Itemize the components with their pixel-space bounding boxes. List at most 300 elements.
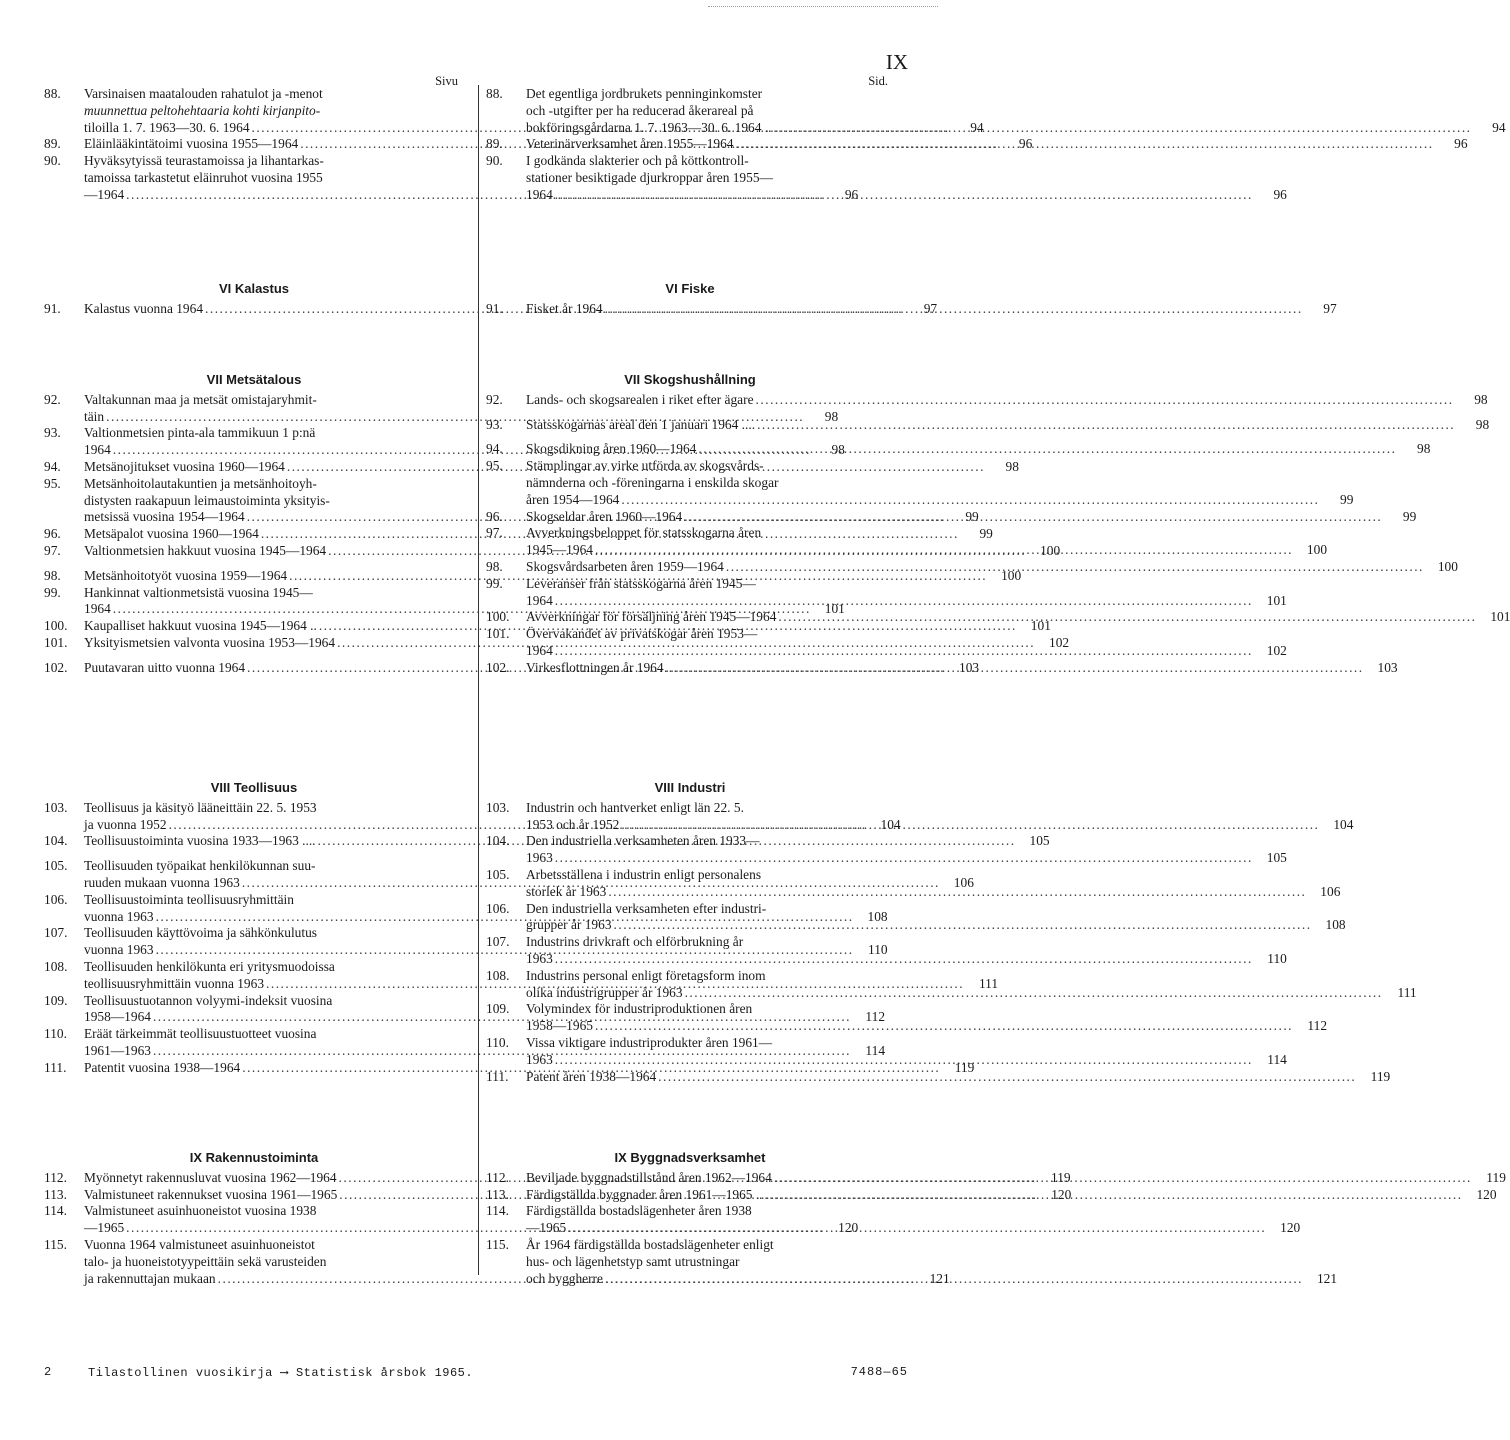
- entry-page-number: 121: [929, 1270, 950, 1286]
- entry-title: [526, 833, 1287, 867]
- entry-title: [526, 301, 1337, 318]
- entry-text: och byggherre: [526, 1270, 603, 1286]
- leader-dots: [568, 1220, 1266, 1237]
- entry-number: 93.: [44, 425, 61, 441]
- entry-page-number: 104: [880, 816, 901, 832]
- entry-text: Metsänhoitotyöt vuosina 1959—1964: [84, 567, 288, 583]
- entry-page-number: 112: [1307, 1018, 1328, 1034]
- entry-page-number: 102: [1266, 642, 1287, 658]
- entry-number: 88.: [486, 86, 503, 101]
- toc-entry: [486, 799, 1354, 834]
- entry-title: [526, 1035, 1287, 1069]
- entry-page-number: 97: [1323, 300, 1337, 316]
- entry-number: 88.: [44, 86, 61, 101]
- toc-entry: [486, 416, 1490, 434]
- toc-entry: [486, 153, 1287, 203]
- entry-text: 1953 och år 1952: [526, 816, 620, 832]
- column-divider: [478, 85, 479, 1275]
- toc-entry: [486, 626, 1287, 660]
- entry-text: nämnderna och -föreningarna i enskilda skogar: [526, 474, 779, 490]
- entry-number: 92.: [486, 391, 503, 407]
- entry-number: 96.: [486, 508, 503, 524]
- entry-text: Teollisuuden työpaikat henkilökunnan suu-: [84, 858, 316, 874]
- entry-page-number: 108: [1325, 917, 1346, 933]
- section-skogshushallning: [486, 372, 1510, 677]
- entry-page-number: 108: [867, 908, 888, 924]
- toc-entry: [486, 1203, 1301, 1237]
- entry-text: Hyväksytyissä teurastamoissa ja lihantarkas-: [84, 153, 324, 169]
- leader-dots: [555, 593, 1253, 610]
- entry-text: Den industriella verksamheten åren 1933—: [526, 833, 760, 849]
- entry-number: 89.: [44, 136, 61, 152]
- entry-title: [526, 441, 1430, 458]
- entry-text: 1961—1963: [84, 1042, 151, 1058]
- toc-entry: [486, 558, 1458, 576]
- entry-number: 105.: [44, 858, 68, 874]
- entry-text: Kaupalliset hakkuut vuosina 1945—1964 ..: [84, 618, 317, 634]
- entry-text: 1964: [526, 642, 553, 658]
- entry-page-number: 100: [1001, 567, 1022, 583]
- entry-page-number: 94: [1492, 119, 1506, 135]
- entry-number: 95.: [44, 475, 61, 491]
- entry-number: 112.: [44, 1169, 67, 1185]
- entry-number: 101.: [486, 626, 510, 642]
- entry-number: 113.: [486, 1186, 509, 1202]
- entry-text: Puutavaran uitto vuonna 1964: [84, 659, 246, 675]
- entry-page-number: 114: [865, 1042, 886, 1058]
- page-number: IX: [885, 50, 908, 74]
- section-heading: VII Skogshushållning: [624, 372, 756, 387]
- entry-number: 91.: [44, 300, 61, 316]
- entry-number: 107.: [486, 934, 510, 950]
- leader-dots: [608, 884, 1306, 901]
- entry-number: 103.: [44, 799, 68, 815]
- entry-page-number: 110: [868, 942, 888, 958]
- entry-page-number: 119: [1370, 1068, 1391, 1084]
- entry-number: 99.: [486, 575, 503, 591]
- entry-text: Leveranser från statsskogarna åren 1945—: [526, 575, 756, 591]
- entry-text: Metsäpalot vuosina 1960—1964: [84, 526, 259, 542]
- entry-text: 1958—1964: [84, 1009, 151, 1025]
- leader-dots: [555, 1052, 1253, 1069]
- entry-page-number: 106: [1320, 883, 1341, 899]
- toc-entry: [486, 1034, 1287, 1069]
- entry-title: [526, 509, 1416, 526]
- entry-text: Teollisuustoiminta teollisuusryhmittäin: [84, 891, 294, 907]
- entry-number: 99.: [44, 584, 61, 600]
- entry-title: [526, 458, 1353, 508]
- entry-number: 98.: [44, 567, 61, 583]
- leader-dots: [555, 643, 1253, 660]
- entry-text: Patentit vuosina 1938—1964: [84, 1059, 241, 1075]
- entry-number: 114.: [486, 1203, 509, 1219]
- entry-number: 95.: [486, 458, 503, 474]
- entry-text: olika industrigrupper år 1963: [526, 984, 683, 1000]
- entry-text: Teollisuuden käyttövoima ja sähkönkulutus: [84, 925, 317, 941]
- entry-page-number: 96: [844, 186, 859, 202]
- entry-text: Veterinärverksamhet åren 1955—1964: [526, 136, 734, 152]
- entry-number: 100.: [44, 618, 68, 634]
- entry-title: [526, 901, 1346, 935]
- section-heading: VII Metsätalous: [206, 372, 302, 387]
- entry-page-number: 105: [1029, 833, 1050, 849]
- entry-text: ja vuonna 1952: [84, 816, 167, 832]
- entry-number: 108.: [44, 958, 68, 974]
- entry-text: täin: [84, 408, 105, 424]
- entry-text: 1963: [526, 850, 553, 866]
- entry-title: [526, 576, 1287, 610]
- entry-text: Den industriella verksamheten efter industri-: [526, 900, 767, 916]
- entry-title: [526, 968, 1417, 1002]
- entry-text: Virkesflottningen år 1964: [526, 659, 664, 675]
- entry-text: teollisuusryhmittäin vuonna 1963: [84, 975, 265, 991]
- entry-page-number: 98: [1475, 416, 1490, 432]
- entry-number: 107.: [44, 925, 68, 941]
- entry-text: 1964: [84, 601, 111, 617]
- entry-text: Avverkningar för försäljning åren 1945—1964: [526, 609, 777, 625]
- entry-page-number: 98: [824, 408, 839, 424]
- entry-number: 104.: [44, 833, 68, 849]
- entry-text: I godkända slakterier och på köttkontroll-: [526, 153, 749, 169]
- entry-number: 114.: [44, 1203, 67, 1219]
- entry-text: 1963: [526, 1051, 553, 1067]
- entry-text: 1958—1965: [526, 1018, 593, 1034]
- entry-text: vuonna 1963: [84, 908, 154, 924]
- entry-title: [526, 525, 1327, 559]
- entry-page-number: 114: [1267, 1051, 1287, 1067]
- entry-text: Beviljade byggnadstillstånd åren 1962—1964: [526, 1169, 772, 1185]
- entry-page-number: 96: [1018, 136, 1033, 152]
- entry-page-number: 110: [1267, 950, 1287, 966]
- entry-text: Vissa viktigare industriprodukter åren 1961—: [526, 1034, 773, 1050]
- entry-page-number: 99: [1340, 491, 1354, 507]
- leader-dots: [614, 917, 1312, 934]
- entry-text: tamoissa tarkastetut eläinruhot vuosina 1955: [84, 169, 323, 185]
- entry-number: 101.: [44, 634, 68, 650]
- leader-dots: [757, 417, 1455, 434]
- entry-text: Teollisuuden henkilökunta eri yritysmuodoissa: [84, 958, 335, 974]
- leader-dots: [756, 392, 1454, 409]
- entry-page-number: 104: [1333, 816, 1354, 832]
- entry-page-number: 111: [1397, 984, 1417, 1000]
- entry-title: [526, 660, 1398, 677]
- entry-text: distysten raakapuun leimaustoiminta yksityis-: [84, 492, 330, 508]
- entry-page-number: 96: [1273, 186, 1287, 202]
- entry-number: 89.: [486, 136, 503, 152]
- entry-text: hus- och lägenhetstyp samt utrustningar: [526, 1253, 740, 1269]
- toc-entry: [486, 609, 1510, 626]
- entry-page-number: 100: [1437, 558, 1458, 574]
- entry-text: Hankinnat valtionmetsistä vuosina 1945—: [84, 584, 313, 600]
- toc-entry: [486, 441, 1431, 458]
- entry-text: grupper år 1963: [526, 917, 612, 933]
- entry-title: [526, 136, 1468, 153]
- entry-text: storlek år 1963: [526, 883, 607, 899]
- entry-text: ja rakennuttajan mukaan: [84, 1270, 216, 1286]
- footer-page-number: 2: [44, 1365, 52, 1379]
- entry-text: Kalastus vuonna 1964: [84, 300, 204, 316]
- entry-number: 115.: [486, 1236, 509, 1252]
- entry-text: stationer besiktigade djurkroppar åren 1955—: [526, 169, 773, 185]
- entry-number: 100.: [486, 609, 510, 625]
- entry-text: Stämplingar av virke utförda av skogsvårds-: [526, 458, 764, 474]
- entry-title: [526, 626, 1287, 660]
- leader-dots: [774, 1170, 1472, 1187]
- top-dotted-rule: [708, 6, 938, 7]
- entry-text: ruuden mukaan vuonna 1963: [84, 874, 240, 890]
- entry-number: 98.: [486, 558, 503, 574]
- entry-number: 113.: [44, 1186, 67, 1202]
- entry-text: Övervakandet av privatskogar åren 1953—: [526, 626, 758, 642]
- entry-text: Varsinaisen maatalouden rahatulot ja -menot: [84, 86, 323, 101]
- page-label-sivu: Sivu: [435, 74, 458, 88]
- leader-dots: [684, 509, 1382, 526]
- entry-text: Skogsdikning åren 1960—1964: [526, 441, 697, 457]
- entry-text: åren 1954—1964: [526, 491, 620, 507]
- leader-dots: [726, 559, 1424, 576]
- section-byggnadsverksamhet: [486, 1150, 1506, 1287]
- entry-title: [526, 559, 1458, 576]
- toc-entry: [486, 300, 1337, 318]
- entry-number: 110.: [44, 1026, 67, 1042]
- toc-entry: [486, 1169, 1506, 1187]
- entry-number: 105.: [486, 866, 510, 882]
- entry-page-number: 99: [979, 526, 993, 542]
- entry-text: Metsänojitukset vuosina 1960—1964: [84, 458, 285, 474]
- entry-text: Industrins personal enligt företagsform inom: [526, 967, 766, 983]
- section-agriculture-sv: [486, 74, 1506, 204]
- entry-title: [526, 934, 1287, 968]
- entry-title: [526, 417, 1489, 434]
- entry-text: Statsskogarnas areal den 1 januari 1964 ....: [526, 416, 756, 432]
- leader-dots: [778, 609, 1476, 626]
- entry-page-number: 101: [1490, 609, 1510, 625]
- entry-text: 1964: [84, 442, 111, 458]
- entry-page-number: 98: [1474, 391, 1488, 407]
- entry-number: 112.: [486, 1169, 509, 1185]
- toc-entry: [486, 86, 1506, 136]
- leader-dots: [773, 120, 1471, 137]
- entry-title: [526, 1001, 1327, 1035]
- entry-page-number: 99: [1402, 508, 1417, 524]
- toc-list: [486, 1169, 1506, 1288]
- toc-entry: [486, 391, 1488, 409]
- entry-page-number: 101: [824, 601, 845, 617]
- entry-number: 108.: [486, 967, 510, 983]
- entry-number: 109.: [44, 992, 68, 1008]
- toc-entry: [486, 900, 1346, 935]
- entry-text: Valmistuneet rakennukset vuosina 1961—1965: [84, 1186, 338, 1202]
- leader-dots: [658, 1069, 1356, 1086]
- footer-code: 7488—65: [850, 1365, 908, 1379]
- entry-text: Teollisuustoiminta vuosina 1933—1963 ....: [84, 833, 316, 849]
- toc-entry: [44, 542, 1061, 560]
- entry-text: bokföringsgårdarna 1. 7. 1963—30. 6. 1964 ..: [526, 119, 772, 135]
- entry-text: Eräät tärkeimmät teollisuustuotteet vuosina: [84, 1026, 317, 1042]
- section-heading: VIII Industri: [654, 780, 726, 795]
- entry-text: 1963: [526, 950, 553, 966]
- entry-title: [526, 1203, 1300, 1237]
- entry-text: Industrins drivkraft och elförbrukning år: [526, 934, 744, 950]
- entry-title: [526, 609, 1510, 626]
- entry-page-number: 97: [923, 300, 938, 316]
- entry-title: [526, 86, 1506, 136]
- leader-dots: [765, 1187, 1463, 1204]
- entry-title: [526, 800, 1353, 834]
- entry-number: 92.: [44, 391, 61, 407]
- entry-text: Metsänhoitolautakuntien ja metsänhoitoyh-: [84, 475, 317, 491]
- section-heading: VI Kalastus: [218, 281, 290, 296]
- leader-dots: [605, 301, 1303, 318]
- entry-text: År 1964 färdigställda bostadslägenheter enligt: [526, 1236, 774, 1252]
- entry-text: Färdigställda byggnader åren 1961—1965 ..: [526, 1186, 763, 1202]
- toc-entry: [486, 1001, 1328, 1035]
- entry-title: [526, 392, 1488, 409]
- entry-title: [526, 867, 1340, 901]
- section-industri: [486, 780, 1417, 1085]
- toc-entry: [486, 1236, 1338, 1287]
- toc-list: [486, 391, 1510, 677]
- entry-title: [526, 1170, 1506, 1187]
- entry-page-number: 102: [1049, 634, 1070, 650]
- leader-dots: [595, 1018, 1293, 1035]
- entry-page-number: 98: [1005, 458, 1019, 474]
- entry-page-number: 106: [953, 874, 974, 890]
- entry-text: Yksityismetsien valvonta vuosina 1953—1964: [84, 634, 336, 650]
- entry-page-number: 103: [1377, 659, 1398, 675]
- entry-text: Teollisuustuotannon volyymi-indeksit vuosina: [84, 992, 333, 1008]
- entry-text: Myönnetyt rakennusluvat vuosina 1962—1964: [84, 1169, 337, 1185]
- entry-text: 1964: [526, 592, 553, 608]
- toc-list: [486, 300, 1337, 318]
- entry-text: Färdigställda bostadslägenheter åren 1938: [526, 1203, 752, 1219]
- page-label-sid: Sid.: [868, 74, 888, 88]
- entry-text: Industrin och hantverket enligt län 22. 5.: [526, 799, 744, 815]
- entry-text: Eläinlääkintätoimi vuosina 1955—1964: [84, 136, 299, 152]
- leader-dots: [595, 542, 1293, 559]
- toc-list: [486, 86, 1506, 204]
- entry-number: 111.: [486, 1068, 509, 1084]
- entry-page-number: 120: [1476, 1186, 1497, 1202]
- entry-text: Valtionmetsien pinta-ala tammikuun 1 p:nä: [84, 425, 316, 441]
- footer-title: Tilastollinen vuosikirja ⟶ Statistisk årsbok 1965.: [88, 1366, 474, 1380]
- entry-text: Fisket år 1964: [526, 300, 603, 316]
- entry-page-number: 101: [1266, 592, 1287, 608]
- entry-text: Vuonna 1964 valmistuneet asuinhuoneistot: [84, 1236, 315, 1252]
- toc-entry: [486, 508, 1417, 526]
- entry-number: 102.: [44, 659, 68, 675]
- leader-dots: [698, 441, 1396, 458]
- entry-text: Valtakunnan maa ja metsät omistajaryhmit-: [84, 391, 317, 407]
- leader-dots: [621, 492, 1319, 509]
- toc-entry: [486, 866, 1341, 901]
- entry-text: Det egentliga jordbrukets penninginkomster: [526, 86, 763, 101]
- entry-page-number: 100: [1306, 542, 1328, 558]
- section-heading: IX Rakennustoiminta: [189, 1150, 319, 1165]
- section-fiske: [486, 281, 1337, 318]
- leader-dots: [555, 951, 1253, 968]
- entry-number: 110.: [486, 1034, 509, 1050]
- entry-text: Skogsvårdsarbeten åren 1959—1964: [526, 558, 724, 574]
- entry-text: metsissä vuosina 1954—1964: [84, 509, 245, 525]
- entry-text: —1965: [84, 1220, 125, 1236]
- entry-text: muunnettua peltohehtaaria kohti kirjanpito-: [84, 102, 321, 118]
- section-heading: IX Byggnadsverksamhet: [614, 1150, 766, 1165]
- entry-text: vuonna 1963: [84, 942, 154, 958]
- entry-title: [526, 1187, 1497, 1204]
- leader-dots: [735, 136, 1433, 153]
- entry-title: [526, 1069, 1390, 1086]
- entry-number: 97.: [486, 525, 503, 541]
- entry-number: 94.: [486, 441, 503, 457]
- toc-entry: [486, 967, 1417, 1002]
- entry-page-number: 103: [959, 659, 980, 675]
- entry-text: Avverkningsbeloppet för statsskogarna åren: [526, 525, 762, 541]
- entry-text: Lands- och skogsarealen i riket efter ägare: [526, 391, 754, 407]
- entry-page-number: 99: [965, 509, 979, 525]
- entry-page-number: 100: [1040, 542, 1061, 558]
- entry-text: Patent åren 1938—1964: [526, 1068, 657, 1084]
- entry-number: 94.: [44, 458, 61, 474]
- leader-dots: [685, 985, 1383, 1002]
- toc-list: [486, 799, 1417, 1086]
- entry-title: [526, 1237, 1337, 1287]
- entry-page-number: 98: [1417, 441, 1431, 457]
- entry-page-number: 119: [1051, 1169, 1071, 1185]
- entry-text: Skogseldar åren 1960—1964: [526, 508, 683, 524]
- entry-page-number: 119: [1486, 1169, 1506, 1185]
- entry-number: 96.: [44, 526, 61, 542]
- entry-page-number: 111: [978, 975, 999, 991]
- entry-text: 1945—1964: [526, 542, 593, 558]
- leader-dots: [605, 1271, 1303, 1288]
- entry-page-number: 121: [1316, 1270, 1338, 1286]
- entry-text: Volymindex för industriproduktionen åren: [526, 1001, 753, 1017]
- entry-number: 109.: [486, 1001, 510, 1017]
- entry-number: 91.: [486, 300, 503, 316]
- entry-page-number: 101: [1030, 618, 1051, 634]
- section-heading: VIII Teollisuus: [210, 780, 298, 795]
- entry-text: 1964: [526, 186, 553, 202]
- toc-entry: [486, 136, 1468, 153]
- entry-number: 106.: [486, 900, 510, 916]
- entry-page-number: 119: [954, 1059, 975, 1075]
- entry-page-number: 94: [970, 119, 984, 135]
- leader-dots: [555, 187, 1253, 204]
- entry-number: 102.: [486, 659, 510, 675]
- entry-number: 97.: [44, 542, 61, 558]
- toc-entry: [486, 659, 1398, 677]
- entry-text: Arbetsställena i industrin enligt personalens: [526, 866, 762, 882]
- entry-page-number: 98: [831, 442, 845, 458]
- entry-text: Valmistuneet asuinhuoneistot vuosina 1938: [84, 1203, 317, 1219]
- leader-dots: [621, 817, 1319, 834]
- entry-page-number: 120: [1280, 1220, 1301, 1236]
- entry-number: 104.: [486, 833, 510, 849]
- toc-entry: [486, 1068, 1391, 1086]
- leader-dots: [666, 660, 1364, 677]
- entry-text: tiloilla 1. 7. 1963—30. 6. 1964: [84, 119, 250, 135]
- entry-text: Valtionmetsien hakkuut vuosina 1945—1964: [84, 542, 327, 558]
- entry-page-number: 120: [1051, 1186, 1072, 1202]
- leader-dots: [555, 850, 1253, 867]
- entry-page-number: 120: [838, 1220, 859, 1236]
- toc-entry: [486, 934, 1287, 968]
- entry-title: [526, 153, 1287, 203]
- entry-number: 93.: [486, 416, 503, 432]
- entry-number: 115.: [44, 1236, 67, 1252]
- toc-entry: [486, 1186, 1497, 1204]
